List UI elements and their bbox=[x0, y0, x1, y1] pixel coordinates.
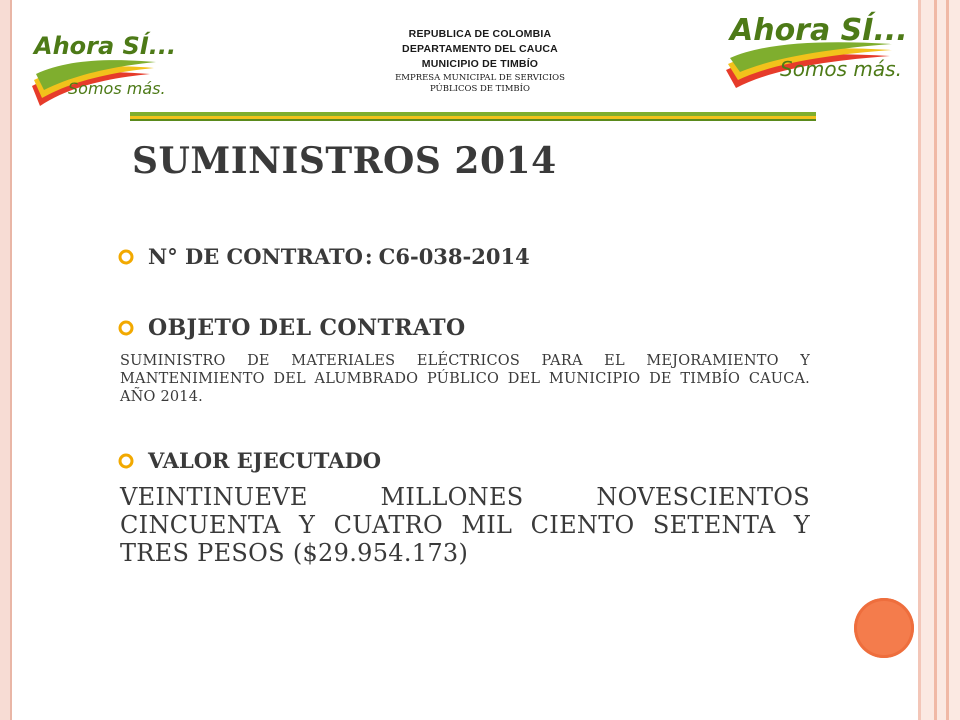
contract-number: C6-038-2014 bbox=[378, 244, 530, 269]
header-entity-line2: PÚBLICOS DE TIMBÍO bbox=[429, 84, 530, 94]
logo-right-line1: Ahora SÍ... bbox=[730, 13, 908, 48]
header-entity-line1: EMPRESA MUNICIPAL DE SERVICIOS bbox=[395, 73, 565, 83]
header-republic: REPUBLICA DE COLOMBIA bbox=[408, 28, 552, 40]
header-municipality: MUNICIPIO DE TIMBÍO bbox=[421, 58, 539, 70]
logo-right-line2: Somos más. bbox=[780, 57, 902, 81]
page-title: SUMINISTROS 2014 bbox=[132, 140, 557, 182]
contract-number-item bbox=[118, 244, 530, 269]
contract-separator: : bbox=[364, 244, 373, 269]
document-header bbox=[330, 27, 630, 94]
logo-swoosh-icon bbox=[722, 10, 908, 90]
contract-object-item bbox=[118, 315, 466, 341]
value-heading: VALOR EJECUTADO bbox=[148, 448, 382, 473]
logo-swoosh-icon bbox=[30, 28, 177, 110]
logo-left-line2: Somos más. bbox=[68, 79, 166, 98]
logo-left bbox=[30, 28, 177, 110]
bullet-circle-icon bbox=[118, 249, 134, 265]
contract-label: N° DE CONTRATO bbox=[148, 244, 363, 269]
header-department: DEPARTAMENTO DEL CAUCA bbox=[402, 43, 558, 55]
bullet-circle-icon bbox=[118, 453, 134, 469]
right-decorative-band bbox=[916, 0, 960, 720]
logo-left-line1: Ahora SÍ... bbox=[34, 32, 177, 60]
header-separator bbox=[130, 112, 816, 121]
executed-value-item bbox=[118, 448, 381, 473]
orange-circle-decoration bbox=[854, 598, 914, 658]
bullet-circle-icon bbox=[118, 320, 134, 336]
object-description: SUMINISTRO DE MATERIALES ELÉCTRICOS PARA EL MEJORAMIENTO Y MANTENIMIENTO DEL ALUMBRADO PÚBLICO DEL MUNICIPIO DE TIMBÍO CAUCA. AÑO 2014. bbox=[120, 353, 810, 405]
object-heading: OBJETO DEL CONTRATO bbox=[148, 315, 466, 341]
value-description: VEINTINUEVE MILLONES NOVESCIENTOS CINCUENTA Y CUATRO MIL CIENTO SETENTA Y TRES PESOS ($29.954.173) bbox=[120, 483, 810, 567]
logo-right bbox=[722, 10, 908, 90]
left-border bbox=[0, 0, 12, 720]
